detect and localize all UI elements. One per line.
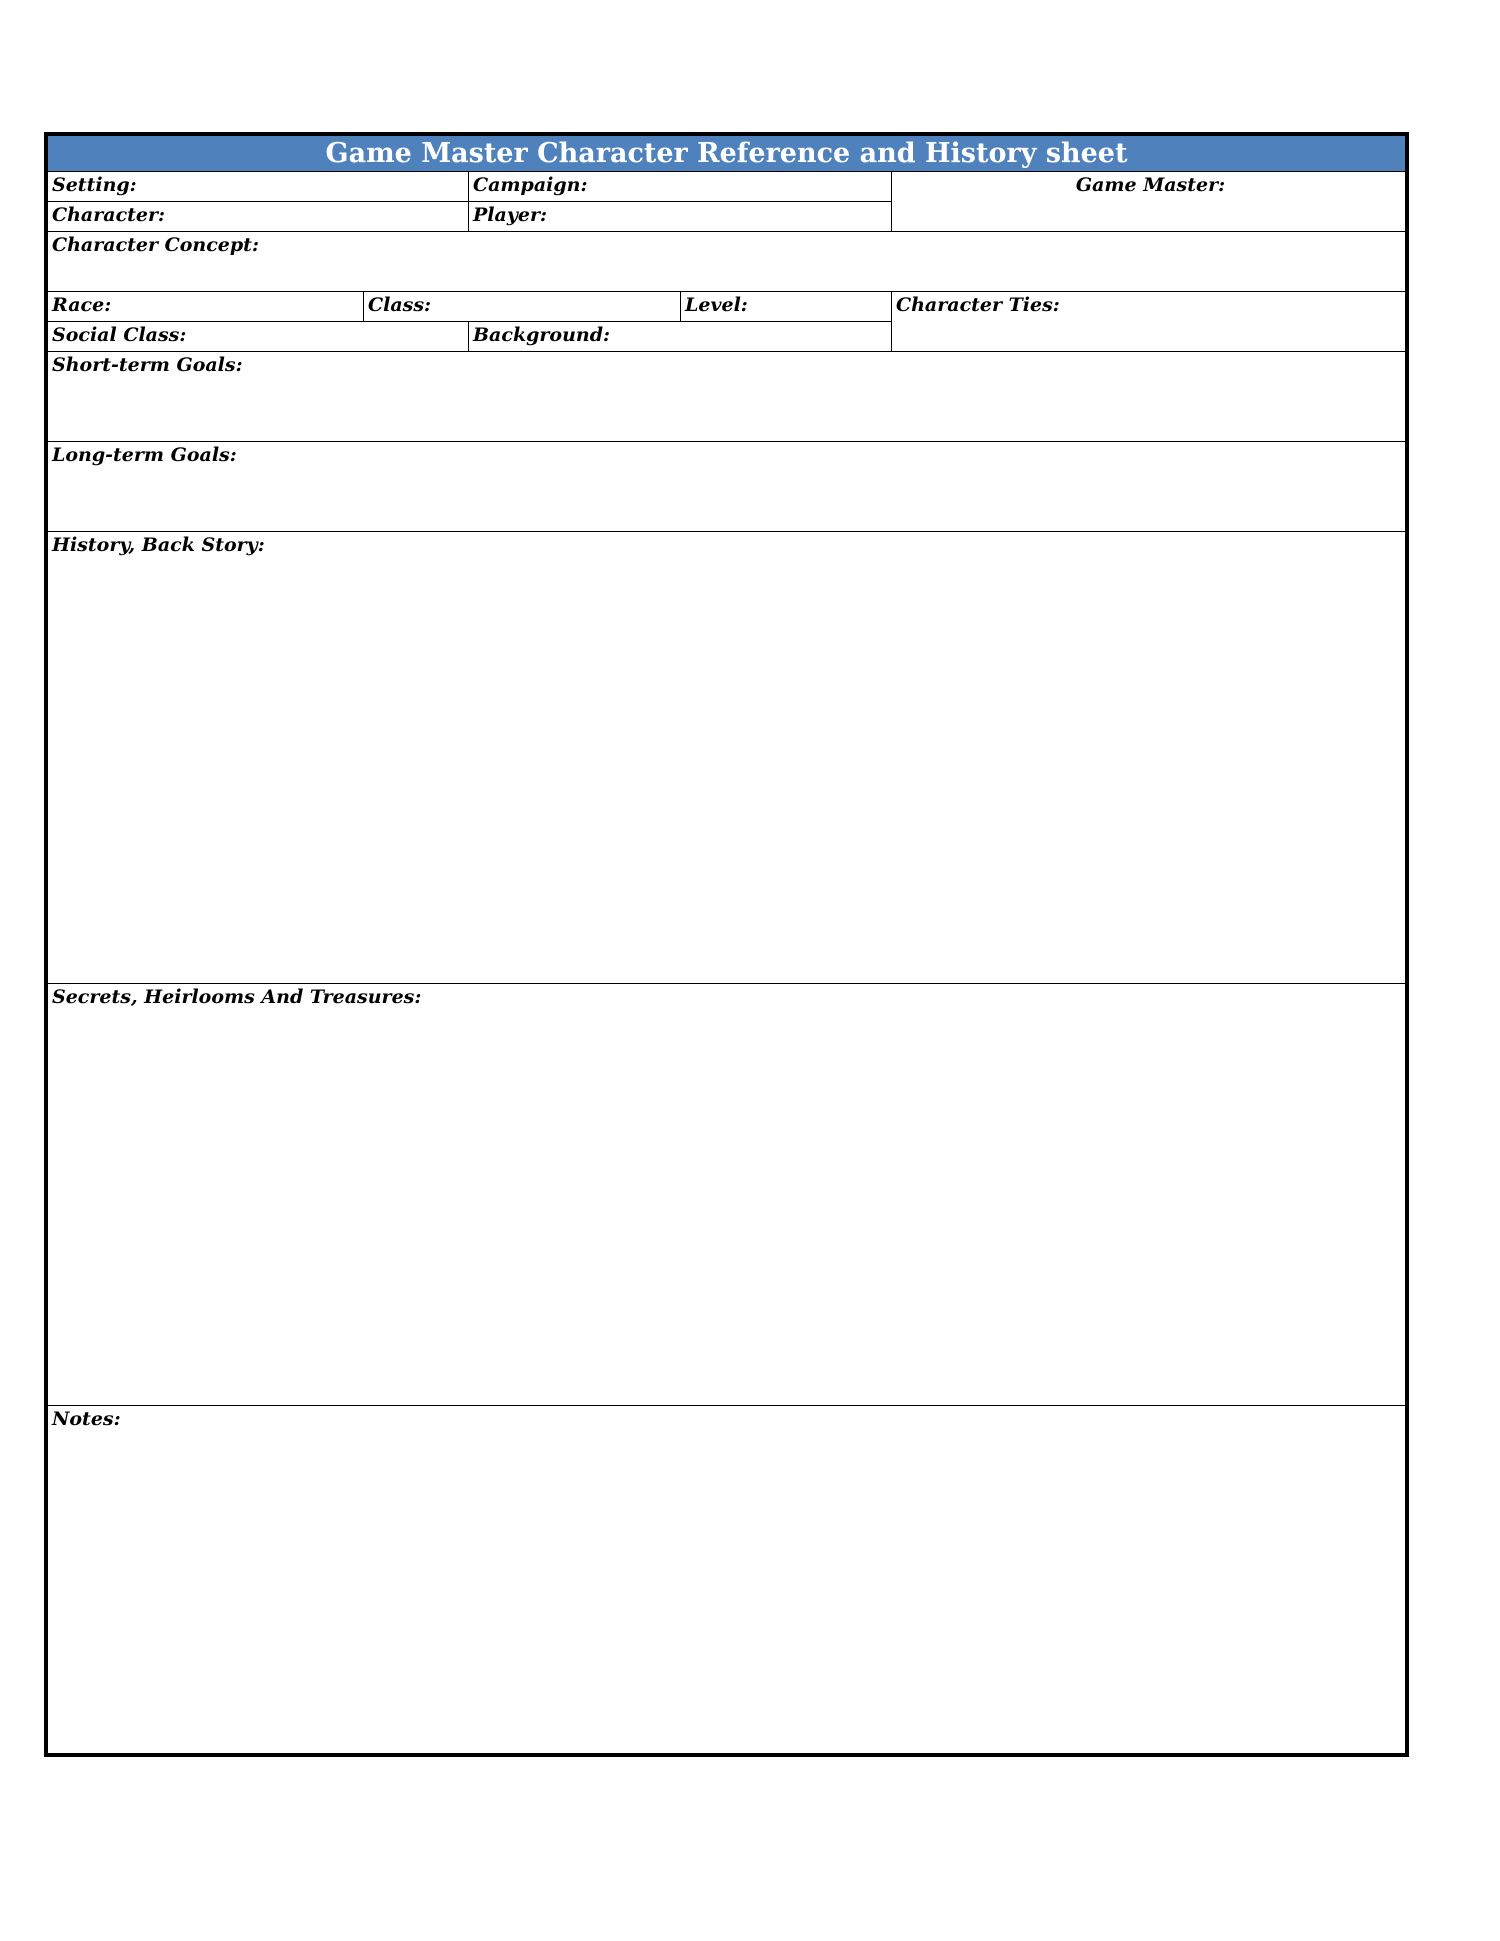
level-field[interactable]: Level: <box>681 292 892 322</box>
game-master-field[interactable]: Game Master: <box>892 172 1405 232</box>
player-field[interactable]: Player: <box>469 202 892 232</box>
character-sheet <box>44 132 1409 1757</box>
social-class-field[interactable]: Social Class: <box>48 322 469 352</box>
short-term-goals-field[interactable]: Short-term Goals: <box>48 352 1405 442</box>
character-ties-field[interactable]: Character Ties: <box>892 292 1405 352</box>
notes-field[interactable]: Notes: <box>52 1408 121 1430</box>
class-field[interactable]: Class: <box>364 292 681 322</box>
sheet-title: Game Master Character Reference and History sheet <box>48 136 1405 172</box>
long-term-goals-field[interactable]: Long-term Goals: <box>48 442 1405 532</box>
setting-field[interactable]: Setting: <box>48 172 469 202</box>
background-field[interactable]: Background: <box>469 322 892 352</box>
race-field[interactable]: Race: <box>48 292 364 322</box>
secrets-heirlooms-treasures-field[interactable]: Secrets, Heirlooms And Treasures: <box>48 984 1405 1406</box>
history-back-story-field[interactable]: History, Back Story: <box>48 532 1405 984</box>
character-field[interactable]: Character: <box>48 202 469 232</box>
character-concept-field[interactable]: Character Concept: <box>48 232 1405 292</box>
campaign-field[interactable]: Campaign: <box>469 172 892 202</box>
